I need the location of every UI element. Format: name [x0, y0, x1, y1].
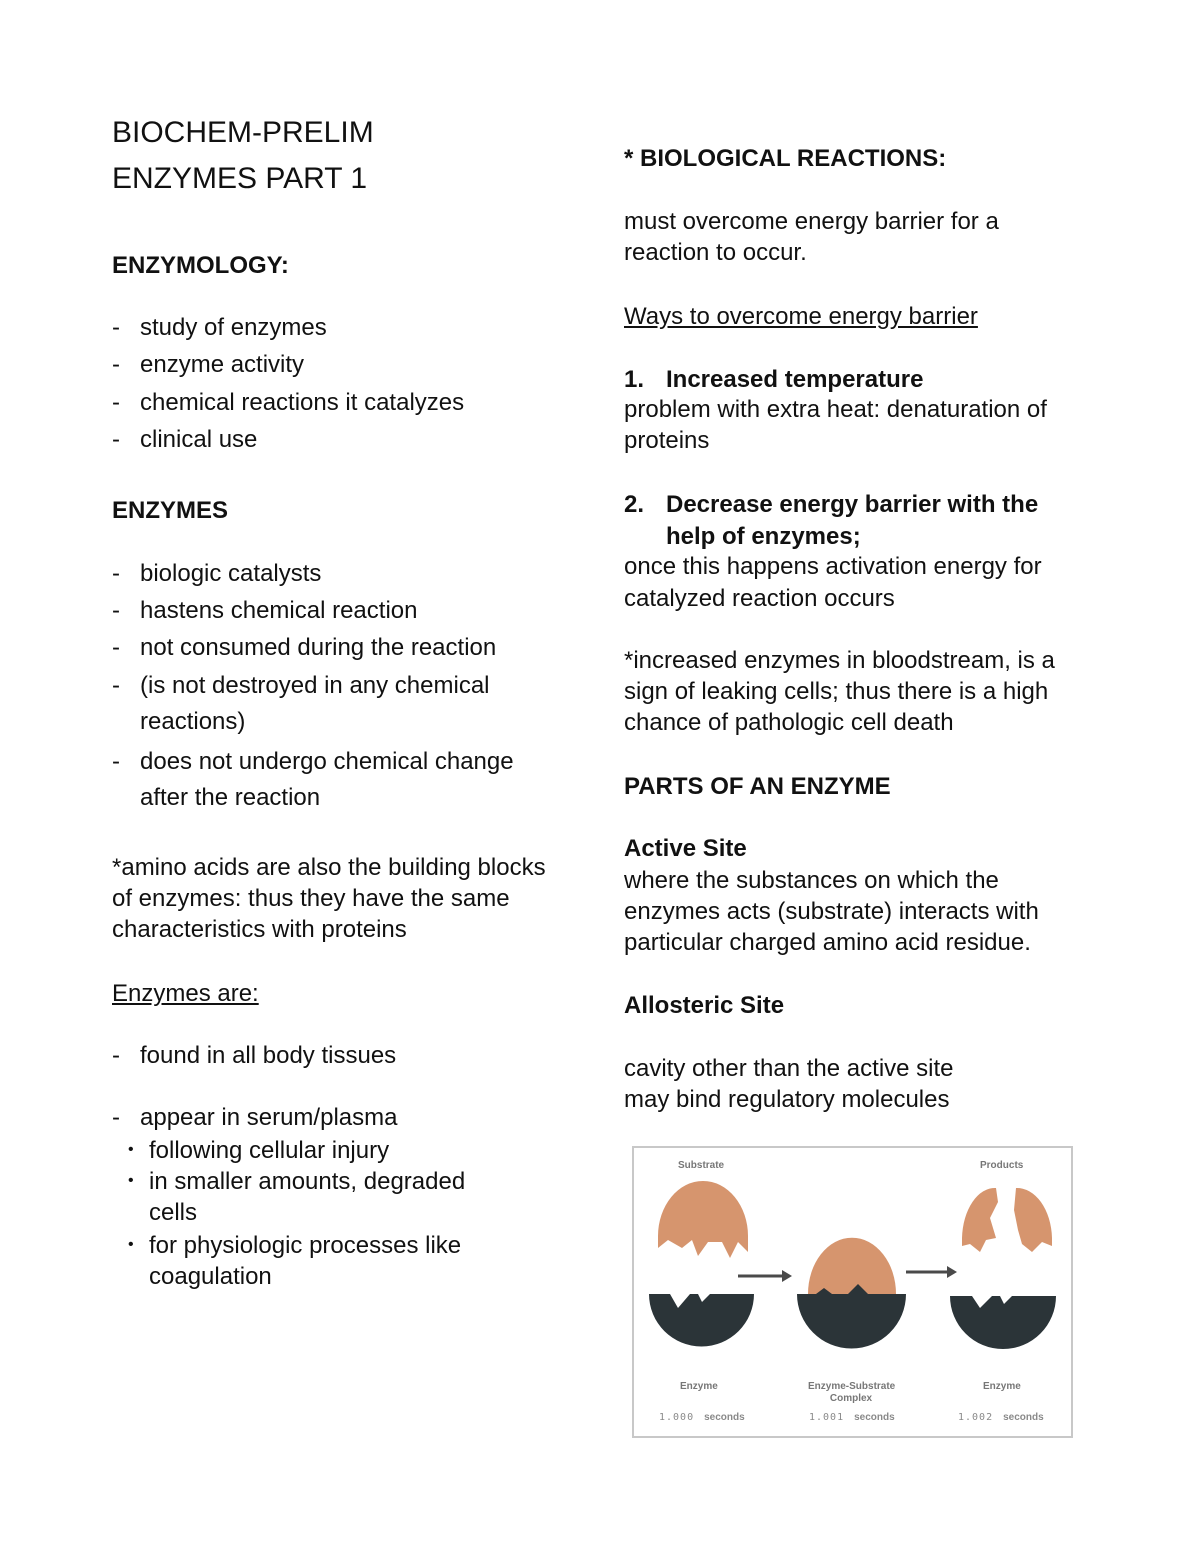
dash-bullet: - [112, 1042, 120, 1069]
dash-bullet: - [112, 351, 120, 378]
list-item-text: hastens chemical reaction [140, 597, 418, 624]
time-readout [659, 1412, 745, 1423]
paragraph-line: reaction to occur. [624, 239, 807, 266]
time-readout [809, 1412, 895, 1423]
list-item-text: (is not destroyed in any chemical [140, 672, 490, 699]
paragraph-line: must overcome energy barrier for a [624, 208, 999, 235]
dash-bullet: - [112, 634, 120, 661]
paragraph-line: enzymes acts (substrate) interacts with [624, 898, 1039, 925]
bullet-dot-icon: • [128, 1141, 134, 1158]
note-line: *amino acids are also the building blocks [112, 854, 546, 881]
dash-bullet: - [112, 597, 120, 624]
dash-bullet: - [112, 560, 120, 587]
enzymes-are-heading: Enzymes are: [112, 980, 259, 1007]
ways-heading: Ways to overcome energy barrier [624, 303, 978, 330]
note-line: *increased enzymes in bloodstream, is a [624, 647, 1055, 674]
list-item-text: chemical reactions it catalyzes [140, 389, 465, 416]
list-item-text: study of enzymes [140, 314, 327, 341]
note-line: characteristics with proteins [112, 916, 407, 943]
parts-heading: PARTS OF AN ENZYME [624, 773, 891, 800]
paragraph-line: cavity other than the active site [624, 1055, 954, 1082]
doc-title-line-1: BIOCHEM-PRELIM [112, 116, 374, 149]
enzymes-heading: ENZYMES [112, 497, 229, 524]
enzyme-shape [950, 1296, 1056, 1349]
enzyme-label: Enzyme [983, 1381, 1021, 1392]
time-unit: seconds [704, 1412, 745, 1423]
product-shape-2 [1014, 1188, 1052, 1252]
sub-list-item-text: for physiologic processes like [149, 1232, 462, 1259]
enzymology-heading: ENZYMOLOGY: [112, 252, 289, 279]
list-item-text: clinical use [140, 426, 258, 453]
sub-list-item-text-continued: coagulation [149, 1263, 272, 1290]
list-item-text: appear in serum/plasma [140, 1104, 398, 1131]
item-number: 1. [624, 366, 645, 393]
sub-list-item-text: in smaller amounts, degraded [149, 1168, 466, 1195]
sub-list-item-text: following cellular injury [149, 1137, 390, 1164]
time-value: 1.000 [659, 1412, 695, 1423]
arrow-icon [906, 1266, 957, 1278]
bullet-dot-icon: • [128, 1236, 134, 1253]
paragraph-line: where the substances on which the [624, 867, 999, 894]
list-item-text: does not undergo chemical change [140, 748, 514, 775]
biological-reactions-heading: * BIOLOGICAL REACTIONS: [624, 145, 947, 172]
dash-bullet: - [112, 672, 120, 699]
complex-label [808, 1381, 894, 1405]
paragraph-line: catalyzed reaction occurs [624, 585, 895, 612]
doc-title-line-2: ENZYMES PART 1 [112, 162, 368, 195]
dash-bullet: - [112, 1104, 120, 1131]
note-line: chance of pathologic cell death [624, 709, 954, 736]
time-value: 1.001 [809, 1412, 845, 1423]
dash-bullet: - [112, 389, 120, 416]
dash-bullet: - [112, 748, 120, 775]
complex-substrate-shape [808, 1238, 896, 1294]
list-item-text: enzyme activity [140, 351, 305, 378]
dash-bullet: - [112, 314, 120, 341]
substrate-shape [658, 1181, 748, 1258]
enzyme-label: Enzyme [680, 1381, 718, 1392]
paragraph-line: particular charged amino acid residue. [624, 929, 1031, 956]
paragraph-line: proteins [624, 427, 710, 454]
list-item-text-continued: after the reaction [140, 784, 321, 811]
sub-list-item-text-continued: cells [149, 1199, 198, 1226]
enzyme-substrate-figure [632, 1146, 1073, 1438]
time-unit: seconds [854, 1412, 895, 1423]
enzyme-shape [649, 1294, 754, 1347]
complex-label-line-2: Complex [829, 1393, 873, 1404]
products-label: Products [980, 1160, 1024, 1171]
time-readout [958, 1412, 1044, 1423]
dash-bullet: - [112, 426, 120, 453]
list-item-text-continued: reactions) [140, 708, 246, 735]
active-site-heading: Active Site [624, 835, 747, 862]
bullet-dot-icon: • [128, 1172, 134, 1189]
time-value: 1.002 [958, 1412, 994, 1423]
numbered-item-title: Increased temperature [666, 366, 924, 393]
paragraph-line: problem with extra heat: denaturation of [624, 396, 1047, 423]
allosteric-site-heading: Allosteric Site [624, 992, 785, 1019]
complex-label-line-1: Enzyme-Substrate [808, 1381, 896, 1392]
numbered-item-title-continued: help of enzymes; [666, 523, 861, 550]
paragraph-line: may bind regulatory molecules [624, 1086, 950, 1113]
list-item-text: found in all body tissues [140, 1042, 397, 1069]
product-shape-1 [962, 1188, 998, 1252]
paragraph-line: once this happens activation energy for [624, 553, 1042, 580]
note-line: of enzymes: thus they have the same [112, 885, 510, 912]
substrate-label: Substrate [678, 1160, 725, 1171]
arrow-icon [738, 1270, 792, 1282]
numbered-item-title: Decrease energy barrier with the [666, 491, 1039, 518]
list-item-text: biologic catalysts [140, 560, 322, 587]
time-unit: seconds [1003, 1412, 1044, 1423]
item-number: 2. [624, 491, 645, 518]
list-item-text: not consumed during the reaction [140, 634, 497, 661]
note-line: sign of leaking cells; thus there is a high [624, 678, 1049, 705]
